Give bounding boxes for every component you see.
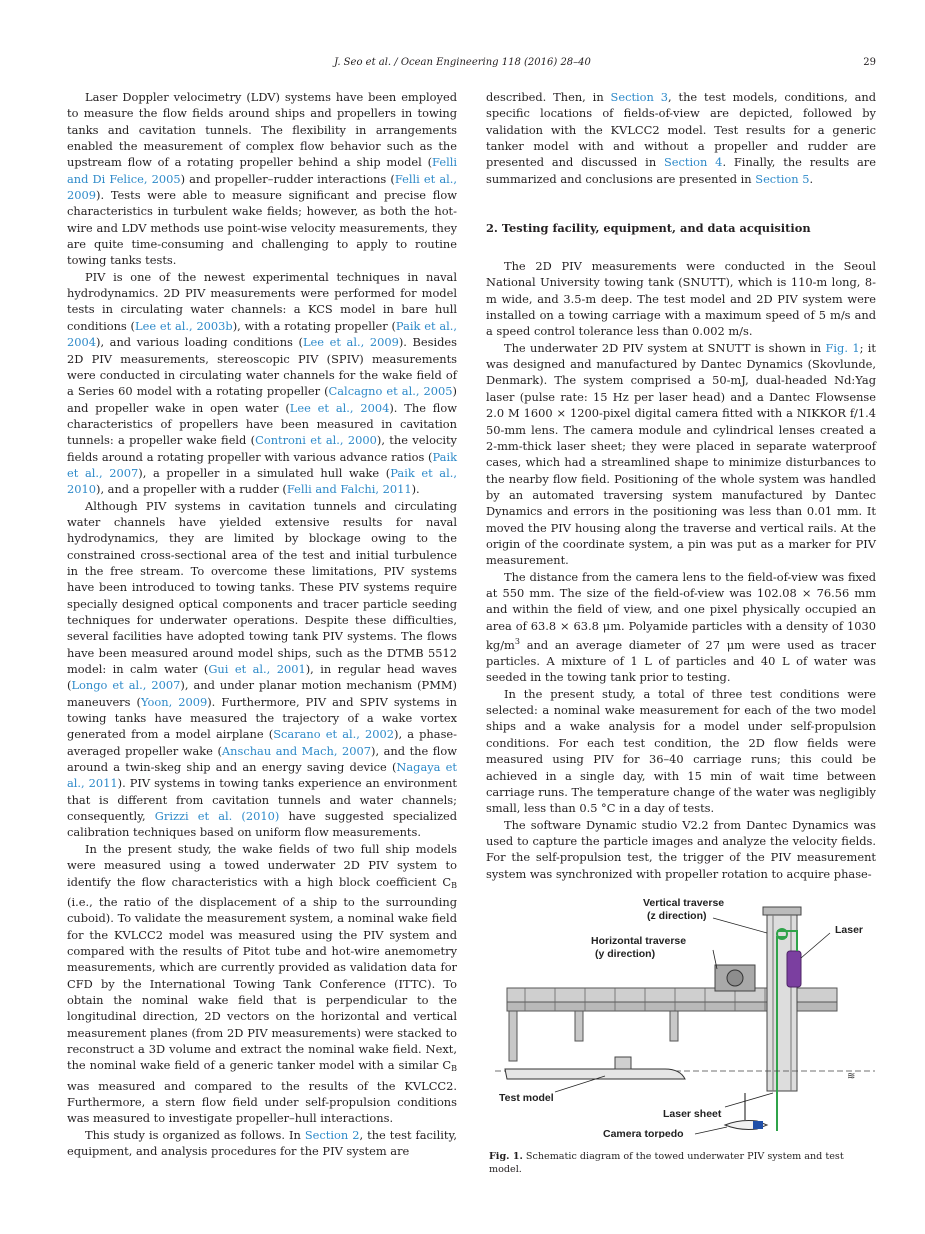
- paragraph: [486, 258, 876, 340]
- text-run: ), a propeller in a simulated hull wake (: [138, 465, 391, 480]
- subscript: B: [451, 880, 457, 890]
- carriage-leg: [509, 1011, 517, 1061]
- citation-link[interactable]: Lee et al., 2009: [302, 335, 399, 350]
- left-column: [67, 89, 457, 1159]
- paragraph: [67, 269, 457, 498]
- text-run: ), with a rotating propeller (: [232, 318, 396, 333]
- citation-link[interactable]: Grizzi et al. (2010): [154, 809, 280, 824]
- citation-link[interactable]: Calcagno et al., 2005: [328, 384, 453, 399]
- citation-link[interactable]: Felli and Falchi, 2011: [286, 482, 412, 497]
- citation-link[interactable]: Section 5: [755, 171, 810, 186]
- text-run: Although PIV systems in cavitation tunnels and circulating water channels have yielded extensive results for naval hydrodynamics, they are limited by blockage owing to the constrained cross-sectional area of the test and initial turbulence in the free stream. To overcome these limitations, PIV systems have been introduced to towing tanks. These PIV systems require specially designed optical components and tracer particle seeding techniques for underwater operations. Despite these difficulties, several facilities have adopted towing tank PIV systems. The flows have been measured around model ships, such as the DTMB 5512 model: in calm water (: [67, 498, 457, 677]
- paragraph: [486, 340, 876, 569]
- text-run: ), in regular head waves (: [67, 662, 457, 693]
- figure-caption-text: Schematic diagram of the towed underwater PIV system and test model.: [489, 1151, 844, 1175]
- text-run: ). Besides 2D PIV measurements, stereoscopic PIV (SPIV) measurements were conducted in circulating water channels for the wake field of a Series 60 model with a rotating propeller (: [67, 335, 457, 399]
- paragraph: [486, 569, 876, 686]
- text-run: described. Then, in: [486, 90, 611, 104]
- text-run: . Finally, the results are summarized and conclusions are presented in: [486, 155, 876, 186]
- text-run: ), and a propeller with a rudder (: [96, 482, 287, 497]
- text-run: was measured and compared to the results of the KVLCC2. Furthermore, a stern flow field under self-propulsion conditions was measured to investigate propeller–hull interactions.: [67, 1078, 457, 1126]
- citation-link[interactable]: Controni et al., 2000: [255, 433, 377, 448]
- citation-link[interactable]: Longo et al., 2007: [71, 678, 181, 693]
- text-run: ) and propeller wake in open water (: [67, 384, 457, 415]
- paragraph: [67, 89, 457, 269]
- text-run: ) and propeller–rudder interactions (: [180, 171, 395, 186]
- section-heading: 2. Testing facility, equipment, and data acquisition: [486, 221, 811, 236]
- label-laser: Laser: [835, 924, 864, 936]
- citation-link[interactable]: Section 3: [610, 90, 668, 104]
- text-run: ), and under planar motion mechanism (PMM) maneuvers (: [67, 678, 457, 709]
- text-run: ). Furthermore, PIV and SPIV systems in towing tanks have measured the trajectory of a wake vortex generated from a model airplane (: [67, 694, 457, 742]
- text-run: The underwater 2D PIV system at SNUTT is shown in: [504, 340, 826, 355]
- paragraph: [67, 498, 457, 841]
- text-run: , the test models, conditions, and specific locations of fields-of-view are depicted, followed by validation with the KVLCC2 model. Test results for a generic tanker model with and without a propeller and rudder are presented and discussed in: [486, 90, 876, 170]
- test-model-hull: [505, 1069, 685, 1079]
- piv-system-diagram: [495, 893, 875, 1138]
- citation-link[interactable]: Felli et al., 2009: [67, 171, 457, 203]
- text-run: The 2D PIV measurements were conducted in the Seoul National University towing tank (SNUTT), which is 110-m long, 8-m wide, and 3.5-m deep. The test model and 2D PIV system were installed on a towing carriage with a maximum speed of 5 m/s and a speed control tolerance less than 0.002 m/s.: [486, 259, 876, 339]
- label-horizontal-traverse: Horizontal traverse: [591, 935, 687, 947]
- figure-piv-schematic: [495, 893, 875, 1138]
- figure-caption-label: Fig. 1.: [489, 1151, 523, 1162]
- laser-unit: [787, 951, 801, 987]
- text-run: This study is organized as follows. In: [85, 1127, 305, 1142]
- text-run: ). PIV systems in towing tanks experience an environment that is different from cavitation tunnels and water channels; consequently,: [67, 776, 457, 824]
- text-run: (i.e., the ratio of the displacement of a ship to the surrounding cuboid). To validate the measurement system, a nominal wake field for the KVLCC2 model was measured using the PIV system and compared with the results of Pitot tube and hot-wire anemometry measurements, which are currently provided as validation data for CFD by the International Towing Tank Conference (ITTC). To obtain the nominal wake field that is perpendicular to the longitudinal direction, 2D vectors on the horizontal and vertical measurement planes (from 2D PIV measurements) were stacked to reconstruct a 3D volume and extract the nominal wake field. Next, the nominal wake field of a generic tanker model with a similar C: [67, 894, 457, 1073]
- text-run: ). Tests were able to measure significant and precise flow characteristics in turbulent wake fields; however, as both the hot-wire and LDV methods use point-wise velocity measurements, they are quite time-consuming and challenging to apply to routine towing tanks tests.: [67, 188, 457, 268]
- water-level-symbol: ≋: [847, 1071, 856, 1082]
- text-run: ; it was designed and manufactured by Dantec Dynamics (Skovlunde, Denmark). The system comprised a 50-mJ, dual-headed Nd:Yag laser (pulse rate: 15 Hz per laser head) and a Dantec Flowsense 2.0 M 1600 × 1200-pixel digital camera fitted with a NIKKOR f/1.4 50-mm lens. The camera module and cylindrical lenses created a 2-mm-thick laser sheet; they were placed in separate waterproof cases, which had a streamlined shape to minimize disturbances to the nearby flow field. Positioning of the whole system was handled by an automated traversing system manufactured by Dantec Dynamics and errors in the positioning was less than 0.01 mm. It moved the PIV housing along the traverse and vertical rails. At the origin of the coordinate system, a pin was put as a marker for PIV measurement.: [486, 340, 876, 568]
- text-run: The software Dynamic studio V2.2 from Dantec Dynamics was used to capture the particle images and analyze the velocity fields. For the self-propulsion test, the trigger of the PIV measurement system was synchronized with propeller rotation to acquire phase-: [486, 817, 876, 881]
- model-mount: [615, 1057, 631, 1069]
- citation-link[interactable]: Paik et al., 2004: [67, 318, 457, 350]
- paragraph: [486, 89, 876, 187]
- label-vertical-traverse-direction: (z direction): [647, 910, 707, 922]
- citation-link[interactable]: Lee et al., 2003b: [135, 318, 233, 333]
- right-column: [486, 89, 876, 882]
- text-run: ), and various loading conditions (: [96, 335, 303, 350]
- superscript: 3: [514, 636, 520, 646]
- running-title: J. Seo et al. / Ocean Engineering 118 (2016) 28–40: [334, 57, 591, 68]
- citation-link[interactable]: Fig. 1: [825, 340, 860, 355]
- carriage-leg: [575, 1011, 583, 1041]
- figure-caption: [489, 1150, 879, 1176]
- camera-module: [753, 1121, 763, 1129]
- paragraph: [67, 841, 457, 1127]
- text-run: In the present study, the wake fields of two full ship models were measured using a towed underwater 2D PIV system to identify the flow characteristics with a high block coefficient C: [67, 841, 457, 889]
- text-run: .: [809, 171, 814, 186]
- label-camera-torpedo: Camera torpedo: [603, 1128, 684, 1138]
- label-test-model: Test model: [499, 1092, 554, 1104]
- paragraph: [486, 817, 876, 882]
- label-horizontal-traverse-direction: (y direction): [595, 948, 656, 960]
- traverse-motor: [727, 970, 743, 986]
- citation-link[interactable]: Gui et al., 2001: [208, 662, 306, 677]
- text-run: PIV is one of the newest experimental techniques in naval hydrodynamics. 2D PIV measurements were performed for model tests in circulating water channels: a KCS model in bare hull conditions (: [67, 269, 457, 333]
- text-run: ), a phase-averaged propeller wake (: [67, 727, 457, 758]
- citation-link[interactable]: Paik et al., 2010: [67, 465, 457, 497]
- carriage-leg: [670, 1011, 678, 1041]
- citation-link[interactable]: Anschau and Mach, 2007: [221, 743, 371, 758]
- citation-link[interactable]: Paik et al., 2007: [67, 449, 457, 480]
- text-run: and an average diameter of 27 μm were used as tracer particles. A mixture of 1 L of particles and 40 L of water was seeded in the towing tank prior to testing.: [486, 637, 876, 685]
- running-header: [0, 57, 925, 71]
- text-run: ), the velocity fields around a rotating propeller with various advance ratios (: [67, 433, 457, 464]
- label-laser-sheet: Laser sheet: [663, 1108, 722, 1120]
- citation-link[interactable]: Felli and Di Felice, 2005: [67, 155, 457, 186]
- text-run: ). The flow characteristics of propellers have been measured in cavitation tunnels: a propeller wake field (: [67, 400, 458, 448]
- page-number: 29: [863, 57, 876, 68]
- citation-link[interactable]: Lee et al., 2004: [289, 400, 390, 415]
- citation-link[interactable]: Yoon, 2009: [140, 694, 208, 709]
- paragraph: [67, 1127, 457, 1160]
- label-vertical-traverse: Vertical traverse: [643, 897, 725, 909]
- citation-link[interactable]: Section 4: [664, 155, 723, 170]
- text-run: , the test facility, equipment, and analysis procedures for the PIV system are: [67, 1127, 457, 1158]
- text-run: have suggested specialized calibration techniques based on uniform flow measurements.: [67, 809, 458, 840]
- citation-link[interactable]: Section 2: [304, 1127, 360, 1142]
- citation-link[interactable]: Scarano et al., 2002: [273, 727, 395, 742]
- vertical-traverse-top: [763, 907, 801, 915]
- text-run: Laser Doppler velocimetry (LDV) systems have been employed to measure the flow fields around ships and propellers in towing tanks and cavitation tunnels. The flexibility in arrangements enabled the measurement of complex flow behavior such as the upstream flow of a rotating propeller behind a ship model (: [67, 90, 457, 170]
- text-run: The distance from the camera lens to the field-of-view was fixed at 550 mm. The size of the field-of-view was 102.08 × 76.56 mm and within the field of view, and one pixel physically occupied an area of 63.8 × 63.8 μm. Polyamide particles with a density of 1030 kg/m: [486, 569, 876, 652]
- text-run: ), and the flow around a twin-skeg ship and an energy saving device (: [67, 743, 457, 775]
- text-run: In the present study, a total of three test conditions were selected: a nominal wake measurement for each of the two model ships and a wake analysis for a model under self-propulsion conditions. For each test condition, the 2D flow fields were measured using PIV for 36–40 carriage runs; this could be achieved in a single day, with 15 min of wait time between carriage runs. The temperature change of the water was negligibly small, less than 0.5 °C in a day of tests.: [486, 686, 876, 816]
- citation-link[interactable]: Nagaya et al., 2011: [67, 760, 457, 791]
- text-run: ).: [411, 482, 420, 497]
- subscript: B: [451, 1064, 457, 1074]
- paragraph: [486, 686, 876, 817]
